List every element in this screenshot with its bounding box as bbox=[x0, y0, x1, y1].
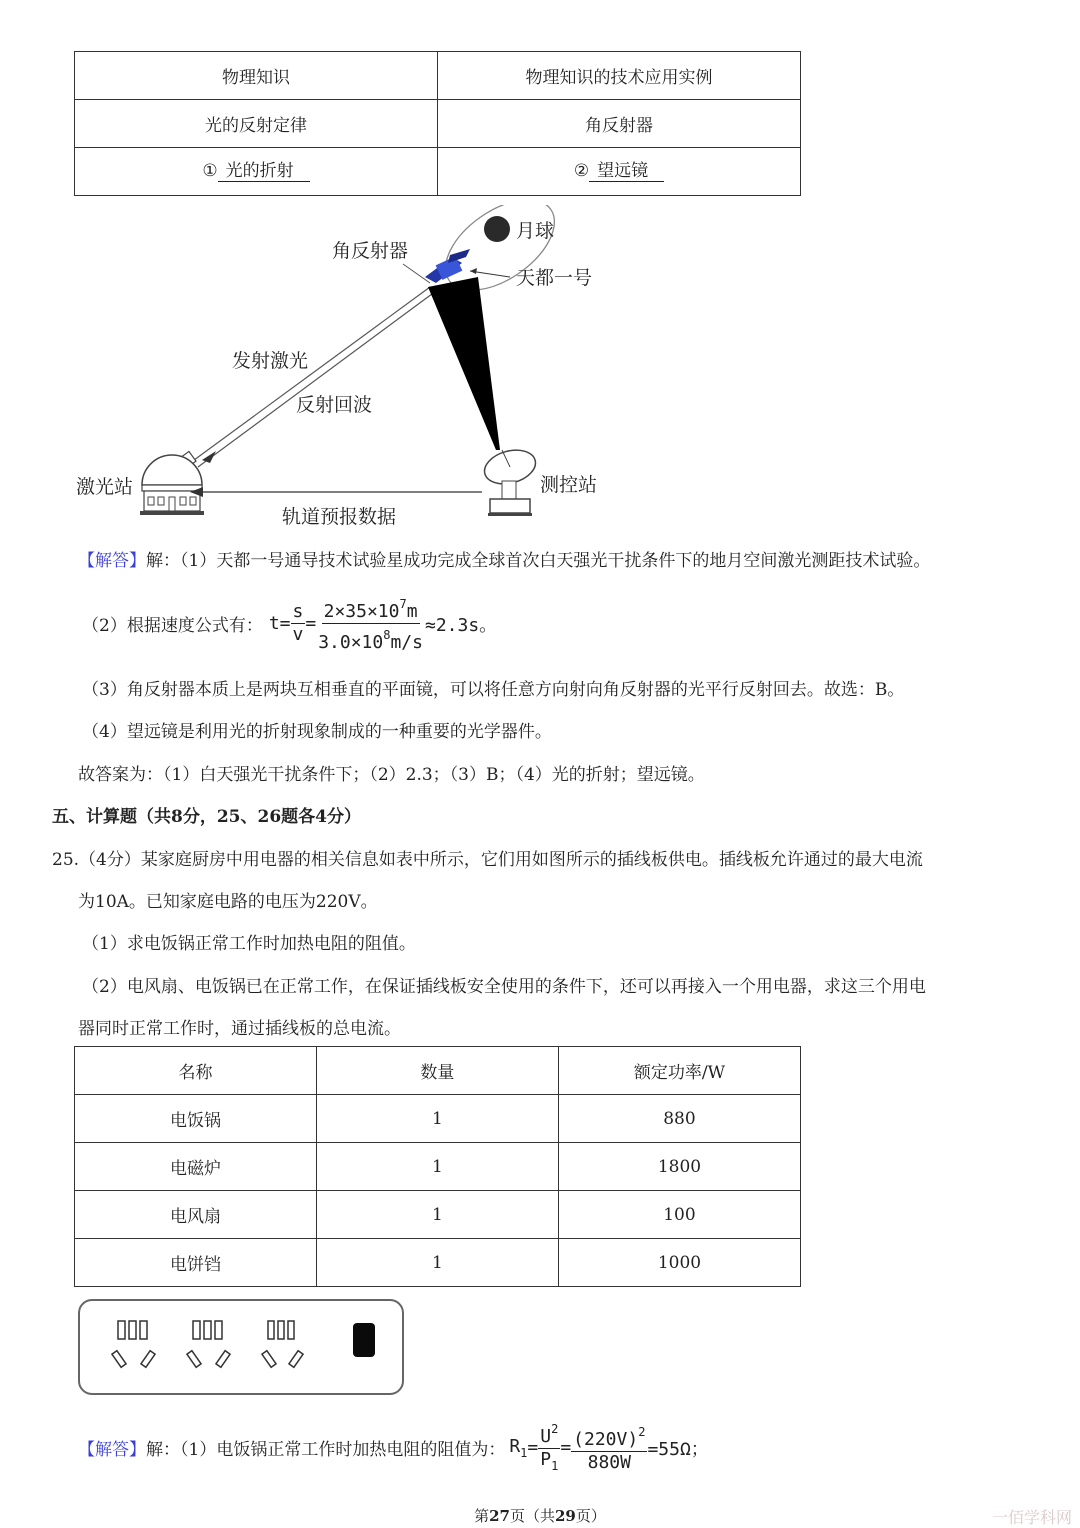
moon-icon bbox=[484, 216, 510, 242]
answer-line: （4）望远镜是利用光的折射现象制成的一种重要的光学器件。 bbox=[82, 722, 552, 742]
exponent: 2 bbox=[551, 1422, 559, 1436]
footer-text: 第 bbox=[474, 1507, 490, 1525]
control-station-label: 测控站 bbox=[540, 474, 598, 496]
watermark: 一佰学科网 bbox=[991, 1508, 1072, 1527]
fraction-denominator bbox=[538, 1449, 560, 1477]
fraction bbox=[571, 1421, 647, 1474]
table-cell: 1 bbox=[316, 1191, 558, 1239]
fraction bbox=[291, 601, 306, 646]
table-cell: 1800 bbox=[558, 1143, 800, 1191]
moon-label: 月球 bbox=[516, 220, 555, 242]
appliance-table bbox=[74, 1046, 801, 1287]
socket-icon bbox=[187, 1321, 230, 1367]
emit-laser-beam bbox=[190, 287, 430, 463]
blank-marker: ① bbox=[202, 161, 218, 181]
exponent: 8 bbox=[383, 628, 391, 642]
table-header-row bbox=[75, 1047, 801, 1095]
fraction-numerator bbox=[322, 593, 420, 624]
table-cell bbox=[75, 148, 438, 196]
table-cell: 角反射器 bbox=[438, 100, 801, 148]
laser-station-label: 激光站 bbox=[76, 476, 134, 498]
table-header-cell: 物理知识的技术应用实例 bbox=[438, 52, 801, 100]
socket-icon bbox=[112, 1321, 155, 1367]
table-cell: 1 bbox=[316, 1095, 558, 1143]
formula-text: m bbox=[406, 601, 418, 622]
footer-text: 页（共 bbox=[509, 1507, 555, 1525]
table-cell: 电磁炉 bbox=[75, 1143, 317, 1191]
total-page-number: 29 bbox=[555, 1507, 576, 1525]
table-header-cell: 数量 bbox=[316, 1047, 558, 1095]
formula-text: = bbox=[527, 1437, 539, 1458]
subscript: 1 bbox=[520, 1445, 528, 1460]
resistance-formula bbox=[509, 1418, 708, 1477]
subscript: 1 bbox=[551, 1459, 559, 1473]
reflector-pointer bbox=[403, 264, 430, 283]
speed-formula bbox=[269, 593, 497, 654]
answer-line bbox=[78, 546, 930, 571]
current-page-number: 27 bbox=[489, 1507, 510, 1525]
fraction bbox=[538, 1418, 560, 1477]
sub-question: （2）电风扇、电饭锅已在正常工作，在保证插线板安全使用的条件下，还可以再接入一个用电器，求这三个用电 bbox=[82, 977, 926, 997]
answer-text: 解：（1）电饭锅正常工作时加热电阻的阻值为： bbox=[146, 1440, 506, 1460]
section-title: 五、计算题（共8分，25、26题各4分） bbox=[52, 807, 361, 827]
control-beam bbox=[428, 277, 500, 450]
knowledge-application-table bbox=[74, 51, 801, 196]
table-cell: 880 bbox=[558, 1095, 800, 1143]
answer-tag: 【解答】 bbox=[78, 551, 146, 571]
answer-tag: 【解答】 bbox=[78, 1440, 146, 1460]
formula-text: m/s bbox=[390, 632, 423, 653]
table-cell: 1 bbox=[316, 1239, 558, 1287]
answer-line bbox=[78, 1418, 709, 1477]
table-cell: 电饭锅 bbox=[75, 1095, 317, 1143]
power-strip-figure bbox=[78, 1299, 404, 1395]
fraction-denominator: v bbox=[292, 624, 304, 645]
fraction-numerator: s bbox=[292, 601, 304, 622]
satellite-label: 天都一号 bbox=[516, 267, 593, 289]
formula-text: t= bbox=[268, 613, 291, 634]
table-row bbox=[75, 1143, 801, 1191]
orbit-forecast-label: 轨道预报数据 bbox=[282, 506, 397, 528]
sub-question: （1）求电饭锅正常工作时加热电阻的阻值。 bbox=[82, 934, 416, 954]
table-cell: 1 bbox=[316, 1143, 558, 1191]
formula-text: (220V) bbox=[573, 1429, 639, 1450]
formula-text: = bbox=[560, 1437, 572, 1458]
table-row bbox=[75, 1239, 801, 1287]
formula-text: P bbox=[540, 1449, 552, 1470]
page-footer bbox=[0, 1505, 1080, 1526]
formula-text: 2×35×10 bbox=[323, 601, 400, 622]
answer-text: 解：（1）天都一号通导技术试验星成功完成全球首次白天强光干扰条件下的地月空间激光测距技术试验。 bbox=[146, 551, 931, 571]
formula-text: = bbox=[305, 613, 317, 634]
laser-station-icon bbox=[140, 455, 204, 515]
table-row bbox=[75, 1191, 801, 1239]
sub-question: 器同时正常工作时，通过插线板的总电流。 bbox=[78, 1019, 401, 1039]
table-cell: 1000 bbox=[558, 1239, 800, 1287]
table-header-cell: 额定功率/W bbox=[558, 1047, 800, 1095]
fraction bbox=[316, 593, 425, 654]
laser-ranging-diagram bbox=[70, 205, 610, 535]
filled-blank: 望远镜 bbox=[589, 161, 664, 182]
fraction-numerator bbox=[538, 1418, 560, 1449]
answer-summary: 故答案为：（1）白天强光干扰条件下；（2）2.3；（3）B；（4）光的折射；望远镜。 bbox=[78, 765, 705, 785]
filled-blank: 光的折射 bbox=[218, 161, 310, 182]
question-stem: 25.（4分）某家庭厨房中用电器的相关信息如表中所示，它们用如图所示的插线板供电。插线板允许通过的最大电流 bbox=[52, 850, 923, 870]
exponent: 2 bbox=[638, 1425, 646, 1439]
formula-result: ≈2.3s。 bbox=[424, 614, 498, 636]
table-cell: 100 bbox=[558, 1191, 800, 1239]
power-strip-drawing bbox=[80, 1301, 402, 1393]
fraction-numerator bbox=[571, 1421, 647, 1452]
table-row bbox=[75, 148, 801, 196]
formula-text: U bbox=[540, 1426, 552, 1447]
table-header-row bbox=[75, 52, 801, 100]
corner-reflector-label: 角反射器 bbox=[332, 240, 409, 262]
power-switch-icon bbox=[353, 1323, 375, 1357]
table-cell bbox=[438, 148, 801, 196]
table-row bbox=[75, 100, 801, 148]
answer-line bbox=[82, 593, 497, 654]
formula-text bbox=[509, 1436, 527, 1460]
blank-marker: ② bbox=[573, 161, 590, 181]
table-cell: 电饼铛 bbox=[75, 1239, 317, 1287]
reflect-echo-beam bbox=[198, 291, 436, 467]
footer-text: 页） bbox=[575, 1507, 606, 1525]
question-stem: 为10A。已知家庭电路的电压为220V。 bbox=[78, 892, 378, 912]
table-row bbox=[75, 1095, 801, 1143]
formula-text: 3.0×10 bbox=[318, 632, 384, 653]
reflect-echo-label: 反射回波 bbox=[296, 394, 373, 416]
answer-line: （3）角反射器本质上是两块互相垂直的平面镜，可以将任意方向射向角反射器的光平行反射回去。故选：B。 bbox=[82, 680, 905, 700]
table-header-cell: 名称 bbox=[75, 1047, 317, 1095]
fraction-denominator bbox=[316, 624, 425, 654]
socket-icon bbox=[262, 1321, 303, 1367]
exponent: 7 bbox=[399, 597, 407, 611]
table-cell: 电风扇 bbox=[75, 1191, 317, 1239]
fraction-denominator: 880W bbox=[587, 1452, 631, 1473]
table-header-cell: 物理知识 bbox=[75, 52, 438, 100]
emit-laser-label: 发射激光 bbox=[232, 350, 309, 372]
answer-text: （2）根据速度公式有： bbox=[82, 616, 263, 636]
formula-result: =55Ω； bbox=[647, 1438, 709, 1460]
table-cell: 光的反射定律 bbox=[75, 100, 438, 148]
control-station-icon bbox=[481, 445, 540, 516]
formula-text: R bbox=[509, 1435, 521, 1457]
